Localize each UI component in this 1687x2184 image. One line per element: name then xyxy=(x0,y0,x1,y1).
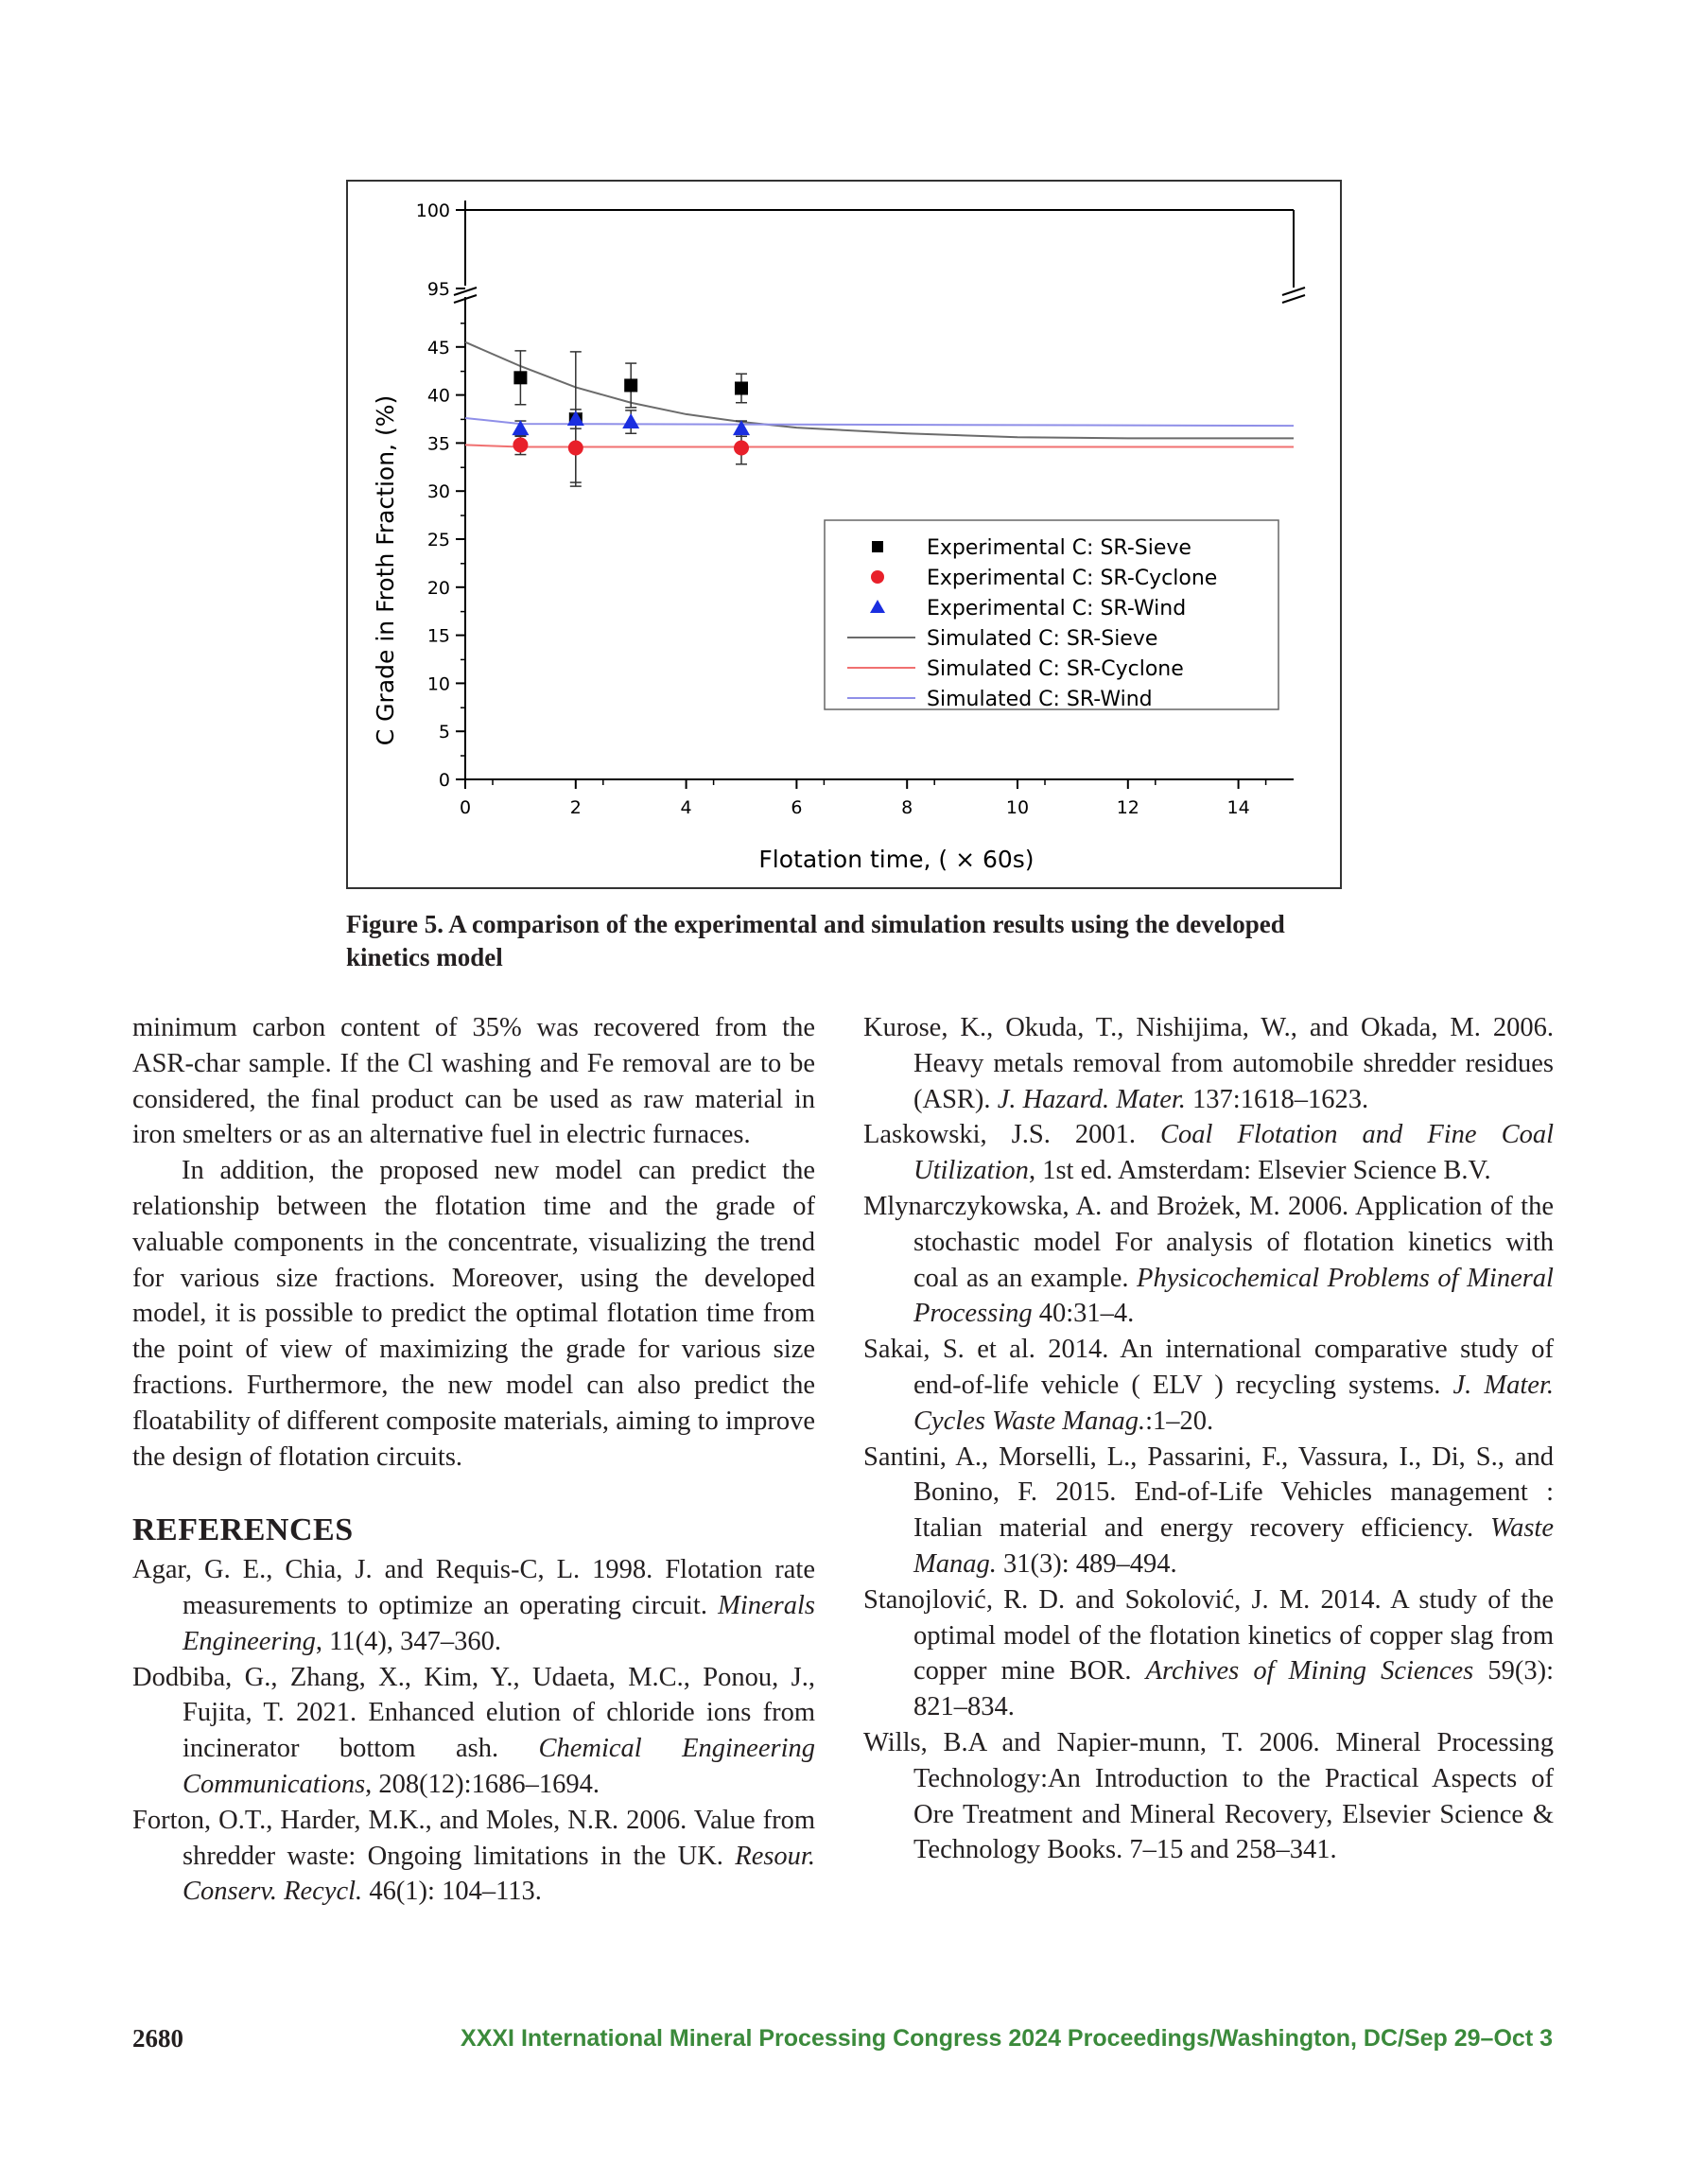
series-line xyxy=(465,418,1294,426)
reference-item: Laskowski, J.S. 2001. Coal Flotation and Fine Coal Utilization, 1st ed. Amsterdam: Elsevier Science B.V. xyxy=(863,1120,1554,1186)
y-tick-label: 20 xyxy=(426,577,450,599)
reference-item: Santini, A., Morselli, L., Passarini, F., Vassura, I., Di, S., and Bonino, F. 2015. End-of-Life Vehicles management : Italian material and energy recovery efficiency. Waste Manag. 31(3): 489–494. xyxy=(863,1441,1554,1579)
left-column xyxy=(132,1010,815,1910)
x-tick-label: 0 xyxy=(459,797,472,818)
reference-item: Dodbiba, G., Zhang, X., Kim, Y., Udaeta, M.C., Ponou, J., Fujita, T. 2021. Enhanced elution of chloride ions from incinerator bottom ash. Chemical Engineering Communications, 208(12):1686–1694. xyxy=(132,1662,815,1799)
body-paragraph-1: minimum carbon content of 35% was recovered from the ASR-char sample. If the Cl washing and Fe removal are to be considered, the final product can be used as raw material in iron smelters or as an alternative fuel in electric furnaces. xyxy=(132,1013,815,1150)
reference-item: Agar, G. E., Chia, J. and Requis-C, L. 1998. Flotation rate measurements to optimize an operating circuit. Minerals Engineering, 11(4), 347–360. xyxy=(132,1555,815,1656)
reference-item: Forton, O.T., Harder, M.K., and Moles, N.R. 2006. Value from shredder waste: Ongoing limitations in the UK. Resour. Conserv. Recycl. 46(1): 104–113. xyxy=(132,1805,815,1907)
y-tick-label: 5 xyxy=(438,722,450,743)
legend-label: Experimental C: SR-Wind xyxy=(927,597,1187,620)
body-paragraph-2: In addition, the proposed new model can predict the relationship between the flotation time and the grade of valuable components in the concentrate, visualizing the trend for various size fractions. Moreover, using the developed model, it is possible to predict the optimal flotation time from the point of view of maximizing the grade for various size fractions. Furthermore, the new model can also predict the floatability of different composite materials, aiming to improve the design of flotation circuits. xyxy=(132,1156,815,1472)
references-list-left xyxy=(132,1552,815,1910)
y-axis-label: C Grade in Froth Fraction, (%) xyxy=(372,394,399,746)
x-tick-label: 14 xyxy=(1226,797,1250,818)
data-point xyxy=(513,437,528,452)
data-point xyxy=(734,440,749,455)
right-column xyxy=(863,1010,1554,1868)
legend-label: Simulated C: SR-Sieve xyxy=(927,627,1158,651)
y-tick-label: 25 xyxy=(426,530,450,550)
x-tick-label: 6 xyxy=(791,797,803,818)
legend-swatch xyxy=(871,570,884,584)
x-axis-label: Flotation time, ( × 60s) xyxy=(758,846,1035,873)
reference-item: Mlynarczykowska, A. and Brożek, M. 2006. Application of the stochastic model For analysis of flotation kinetics with coal as an example. Physicochemical Problems of Mineral Processing 40:31–4. xyxy=(863,1191,1554,1329)
y-tick-label: 15 xyxy=(426,625,450,647)
legend-label: Experimental C: SR-Cyclone xyxy=(927,567,1218,590)
reference-item: Wills, B.A and Napier-munn, T. 2006. Mineral Processing Technology:An Introduction to the Practical Aspects of Ore Treatment and Mineral Recovery, Elsevier Science & Technology Books. 7–15 and 258–341. xyxy=(863,1727,1554,1865)
y-tick-label: 100 xyxy=(415,201,450,221)
y-tick-label: 45 xyxy=(426,337,450,358)
x-tick-label: 4 xyxy=(680,797,692,818)
y-tick-label: 0 xyxy=(438,770,450,791)
page-number: 2680 xyxy=(132,2024,183,2053)
legend-swatch xyxy=(872,541,883,552)
data-point xyxy=(513,371,527,384)
y-tick-label: 10 xyxy=(426,673,450,695)
reference-item: Sakai, S. et al. 2014. An international comparative study of end-of-life vehicle ( ELV ) recycling systems. J. Mater. Cycles Waste Manag.:1–20. xyxy=(863,1335,1555,1436)
x-tick-label: 10 xyxy=(1005,797,1030,818)
legend-label: Simulated C: SR-Wind xyxy=(927,688,1153,711)
reference-item: Stanojlović, R. D. and Sokolović, J. M. 2014. A study of the optimal model of the flotation kinetics of copper slag from copper mine BOR. Archives of Mining Sciences 59(3): 821–834. xyxy=(863,1584,1554,1722)
data-point xyxy=(624,378,637,392)
axis-break-right xyxy=(1282,288,1305,303)
conference-footer: XXXI International Mineral Processing Congress 2024 Proceedings/Washington, DC/Sep 29–Oct 3 xyxy=(461,2025,1553,2052)
x-tick-label: 12 xyxy=(1116,797,1139,818)
data-point xyxy=(568,440,583,455)
references-heading: REFERENCES xyxy=(132,1512,354,1548)
data-point xyxy=(622,413,639,428)
y-tick-label: 30 xyxy=(426,481,450,503)
y-tick-label: 35 xyxy=(426,433,450,455)
reference-item: Kurose, K., Okuda, T., Nishijima, W., and Okada, M. 2006. Heavy metals removal from automobile shredder residues (ASR). J. Hazard. Mater. 137:1618–1623. xyxy=(863,1013,1554,1114)
y-tick-label: 95 xyxy=(426,279,450,300)
figure-caption: Figure 5. A comparison of the experimental and simulation results using the developed kinetics model xyxy=(346,910,1285,971)
figure-5 xyxy=(346,180,1342,889)
legend-label: Simulated C: SR-Cyclone xyxy=(927,657,1184,681)
x-tick-label: 8 xyxy=(901,797,913,818)
x-tick-label: 2 xyxy=(569,797,582,818)
flotation-chart xyxy=(348,182,1340,887)
y-tick-label: 40 xyxy=(426,385,450,407)
legend-label: Experimental C: SR-Sieve xyxy=(927,536,1191,560)
series-line xyxy=(465,445,1294,446)
data-point xyxy=(735,381,748,394)
